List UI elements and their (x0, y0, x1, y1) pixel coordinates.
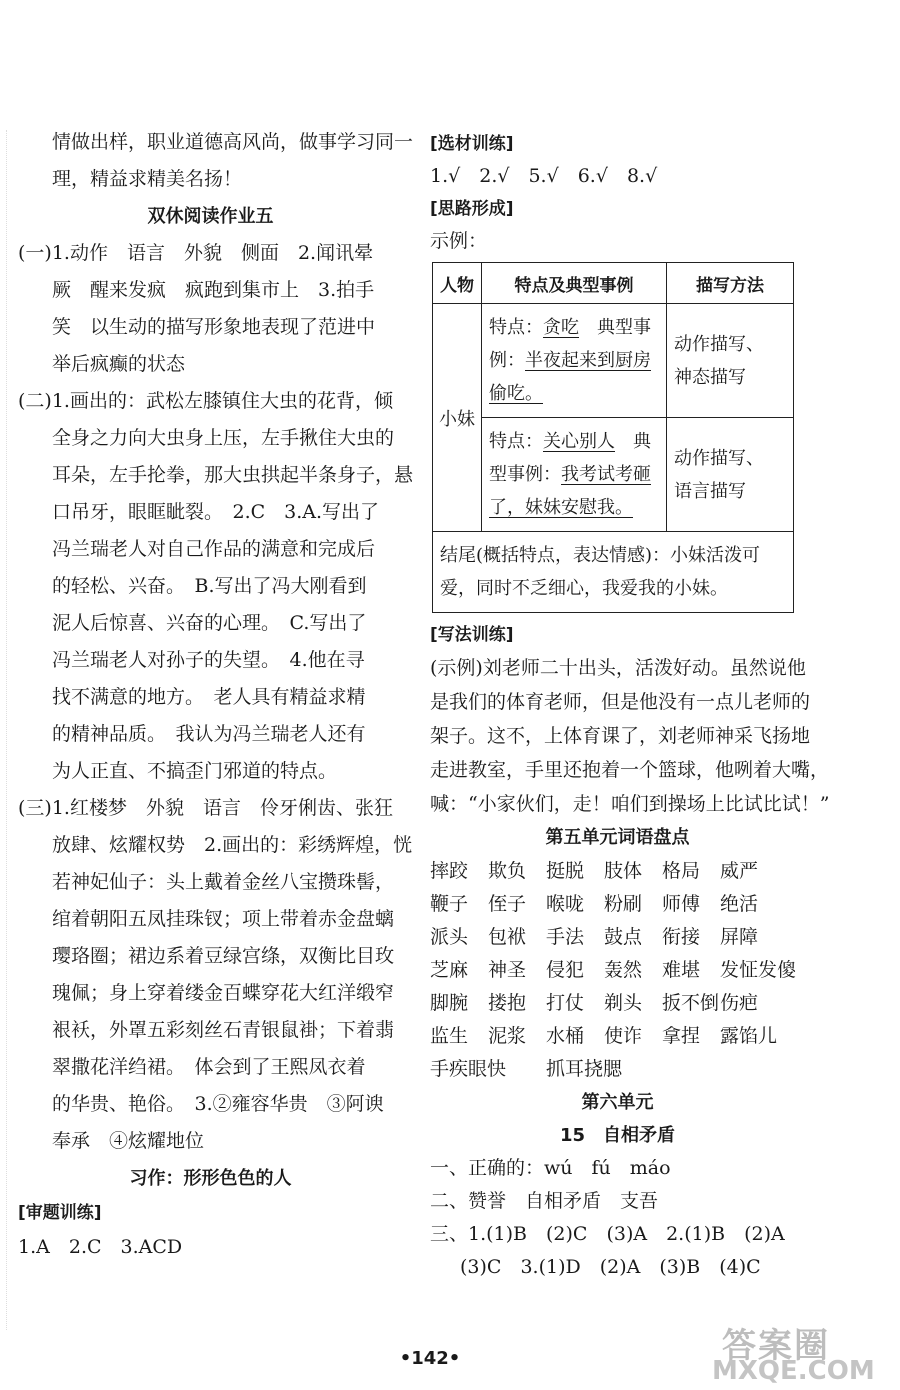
cell-text: 结尾(概括特点，表达情感)：小妹活泼可 (440, 545, 761, 566)
vocab-word: 拿捏 (662, 1025, 701, 1047)
watermark-logo: 答案圈 (722, 1326, 830, 1366)
vocab-word: 轰然 (604, 959, 643, 981)
vocab-word: 侄子 (488, 893, 527, 915)
answer-line: 笑 以生动的描写形象地表现了范进中 (52, 316, 376, 338)
vocab-word: 手法 (546, 926, 585, 948)
table-header: 特点及典型事例 (482, 263, 667, 304)
answer-line: 三、1.(1)B (2)C (3)A 2.(1)B (2)A (430, 1223, 785, 1245)
underlined-text: 贪吃 (543, 317, 579, 338)
answer-line: (3)C 3.(1)D (2)A (3)B (4)C (460, 1256, 761, 1278)
cell-text: 爱，同时不乏细心，我爱我的小妹。 (440, 578, 728, 599)
vocab-word: 粉刷 (604, 893, 643, 915)
answer-line: 瑰佩；身上穿着缕金百蝶穿花大红洋缎窄 (52, 982, 395, 1004)
table-header-row (433, 263, 794, 304)
vocab-word: 水桶 (546, 1025, 585, 1047)
underlined-text: 半夜起来到厨房 (525, 350, 651, 371)
feature-cell (482, 304, 667, 418)
answer-line: 为人正直、不搞歪门邪道的特点。 (52, 760, 338, 782)
answer-line: (二)1.画出的：武松左膝镇住大虫的花背，倾 (18, 390, 393, 412)
vocab-word: 露馅儿 (720, 1025, 778, 1047)
cell-text: 典 (615, 431, 651, 452)
cell-text: 特点： (489, 317, 543, 338)
table-row (433, 304, 794, 418)
underlined-text: 了，妹妹安慰我。 (489, 497, 633, 518)
vocab-word: 格局 (662, 860, 701, 882)
answer-line: 1.A 2.C 3.ACD (18, 1236, 183, 1258)
vocab-word: 侵犯 (546, 959, 585, 981)
answer-line: 冯兰瑞老人对孙子的失望。 4.他在寻 (52, 649, 365, 671)
section-tag: [选材训练] (430, 134, 514, 154)
right-column (430, 128, 830, 1284)
cell-text: 特点： (489, 431, 543, 452)
text-line: 情做出样，职业道德高风尚，做事学习同一 (52, 131, 414, 153)
answer-line: 全身之力向大虫身上压，左手揪住大虫的 (52, 427, 395, 449)
answer-line: 绾着朝阳五凤挂珠钗；项上带着赤金盘螭 (52, 908, 395, 930)
vocab-word: 扳不倒 (662, 992, 720, 1014)
vocab-word: 神圣 (488, 959, 527, 981)
cell-text: 语言描写 (674, 480, 746, 502)
watermark-url: MXQE.COM (712, 1356, 875, 1386)
vocab-word: 鞭子 (430, 893, 469, 915)
answer-line: (一)1.动作 语言 外貌 侧面 2.闻讯晕 (18, 242, 374, 264)
vocab-word: 威严 (720, 860, 759, 882)
answer-line: 的轻松、兴奋。 B.写出了冯大刚看到 (52, 575, 367, 597)
table-header: 人物 (433, 263, 482, 304)
cell-text: 典型事 (579, 317, 651, 338)
vocab-word: 芝麻 (430, 959, 469, 981)
vocab-word: 手疾眼快 (430, 1058, 507, 1080)
answer-line: 泥人后惊喜、兴奋的心理。 C.写出了 (52, 612, 367, 634)
vocab-word: 包袱 (488, 926, 527, 948)
vocab-word: 摔跤 (430, 860, 469, 882)
text-line: 喊：“小家伙们，走！咱们到操场上比试比试！” (430, 793, 830, 815)
answer-line: 找不满意的地方。 老人具有精益求精 (52, 686, 366, 708)
vocab-word: 发怔发傻 (720, 959, 797, 981)
unit-heading: 第六单元 (581, 1092, 654, 1113)
vocab-word: 挺脱 (546, 860, 585, 882)
vocab-word: 伤疤 (720, 992, 759, 1014)
section-tag: [写法训练] (430, 625, 514, 645)
section-heading: 第五单元词语盘点 (545, 827, 690, 848)
cell-text: 神态描写 (674, 366, 746, 388)
vocab-word: 喉咙 (546, 893, 585, 915)
answer-line: 奉承 ④炫耀地位 (52, 1130, 205, 1152)
vocab-word: 脚腕 (430, 992, 469, 1014)
example-label: 示例： (430, 230, 488, 252)
vocab-word: 监生 (430, 1025, 469, 1047)
vocab-word: 泥浆 (488, 1025, 527, 1047)
vocab-word: 师傅 (662, 893, 701, 915)
answer-line: 二、赞誉 自相矛盾 支吾 (430, 1190, 659, 1212)
answer-line: 的华贵、艳俗。 3.②雍容华贵 ③阿谀 (52, 1093, 384, 1115)
answer-line: 口吊牙，眼眶眦裂。 2.C 3.A.写出了 (52, 501, 380, 523)
cell-text: 动作描写、 (674, 447, 764, 469)
cell-text: 动作描写、 (674, 333, 764, 355)
text-line: 是我们的体育老师，但是他没有一点儿老师的 (430, 691, 811, 713)
vocab-word: 难堪 (662, 959, 701, 981)
text-line: 理，精益求精美名扬！ (52, 168, 243, 190)
section-heading: 双休阅读作业五 (147, 206, 274, 227)
answer-line: 举后疯癫的状态 (52, 353, 186, 375)
vocab-word: 搂抱 (488, 992, 527, 1014)
answer-line: 厥 醒来发疯 疯跑到集市上 3.拍手 (52, 279, 375, 301)
page-number: •142• (399, 1348, 461, 1369)
ending-cell (433, 532, 794, 613)
text-line: (示例)刘老师二十出头，活泼好动。虽然说他 (430, 657, 806, 679)
vocab-word: 肢体 (604, 860, 643, 882)
cell-text: 例： (489, 350, 525, 371)
answer-line: 若神妃仙子：头上戴着金丝八宝攒珠髻， (52, 871, 395, 893)
section-heading: 习作：形形色色的人 (129, 1168, 292, 1189)
text-line: 走进教室，手里还抱着一个篮球，他咧着大嘴， (430, 759, 830, 781)
left-column (18, 124, 414, 1266)
vocab-word: 剃头 (604, 992, 643, 1014)
answer-line: 璎珞圈；裙边系着豆绿宫绦，双衡比目玫 (52, 945, 395, 967)
vocab-word: 派头 (430, 926, 469, 948)
table-header: 描写方法 (667, 263, 794, 304)
underlined-text: 我考试考砸 (561, 464, 651, 485)
vocab-word: 使诈 (604, 1025, 643, 1047)
section-tag: [审题训练] (18, 1203, 102, 1223)
table-row (433, 418, 794, 532)
cell-text: 型事例： (489, 464, 561, 485)
vocab-word: 欺负 (488, 860, 527, 882)
table-row (433, 532, 794, 613)
vocab-word: 屏障 (720, 926, 759, 948)
underlined-text: 偷吃。 (489, 383, 543, 404)
lesson-heading: 15 自相矛盾 (559, 1125, 676, 1146)
answer-line: 翠撒花洋绉裙。 体会到了王熙凤衣着 (52, 1056, 366, 1078)
vocab-word: 衔接 (662, 926, 701, 948)
method-cell (667, 304, 794, 418)
answer-line: 一、正确的：wú fú máo (430, 1157, 671, 1179)
method-cell (667, 418, 794, 532)
underlined-text: 关心别人 (543, 431, 615, 452)
vocab-word: 打仗 (546, 992, 585, 1014)
vocab-grid (430, 855, 805, 1086)
feature-cell (482, 418, 667, 532)
answer-line: 的精神品质。 我认为冯兰瑞老人还有 (52, 723, 366, 745)
person-cell: 小妹 (433, 304, 482, 532)
answer-line: 裉袄，外罩五彩刻丝石青银鼠褂；下着翡 (52, 1019, 395, 1041)
answer-line: 1.√ 2.√ 5.√ 6.√ 8.√ (430, 165, 658, 187)
text-line: 架子。这不，上体育课了，刘老师神采飞扬地 (430, 725, 811, 747)
binding-line (6, 130, 9, 1330)
answer-line: (三)1.红楼梦 外貌 语言 伶牙俐齿、张狂 (18, 797, 393, 819)
vocab-word: 抓耳挠腮 (546, 1058, 623, 1080)
answer-line: 放肆、炫耀权势 2.画出的：彩绣辉煌，恍 (52, 834, 413, 856)
answer-line: 冯兰瑞老人对自己作品的满意和完成后 (52, 538, 376, 560)
vocab-word: 绝活 (720, 893, 759, 915)
answer-line: 耳朵，左手抡拳，那大虫拱起半条身子，悬 (52, 464, 414, 486)
vocab-word: 鼓点 (604, 926, 643, 948)
section-tag: [思路形成] (430, 199, 514, 219)
writing-plan-table (432, 262, 794, 613)
